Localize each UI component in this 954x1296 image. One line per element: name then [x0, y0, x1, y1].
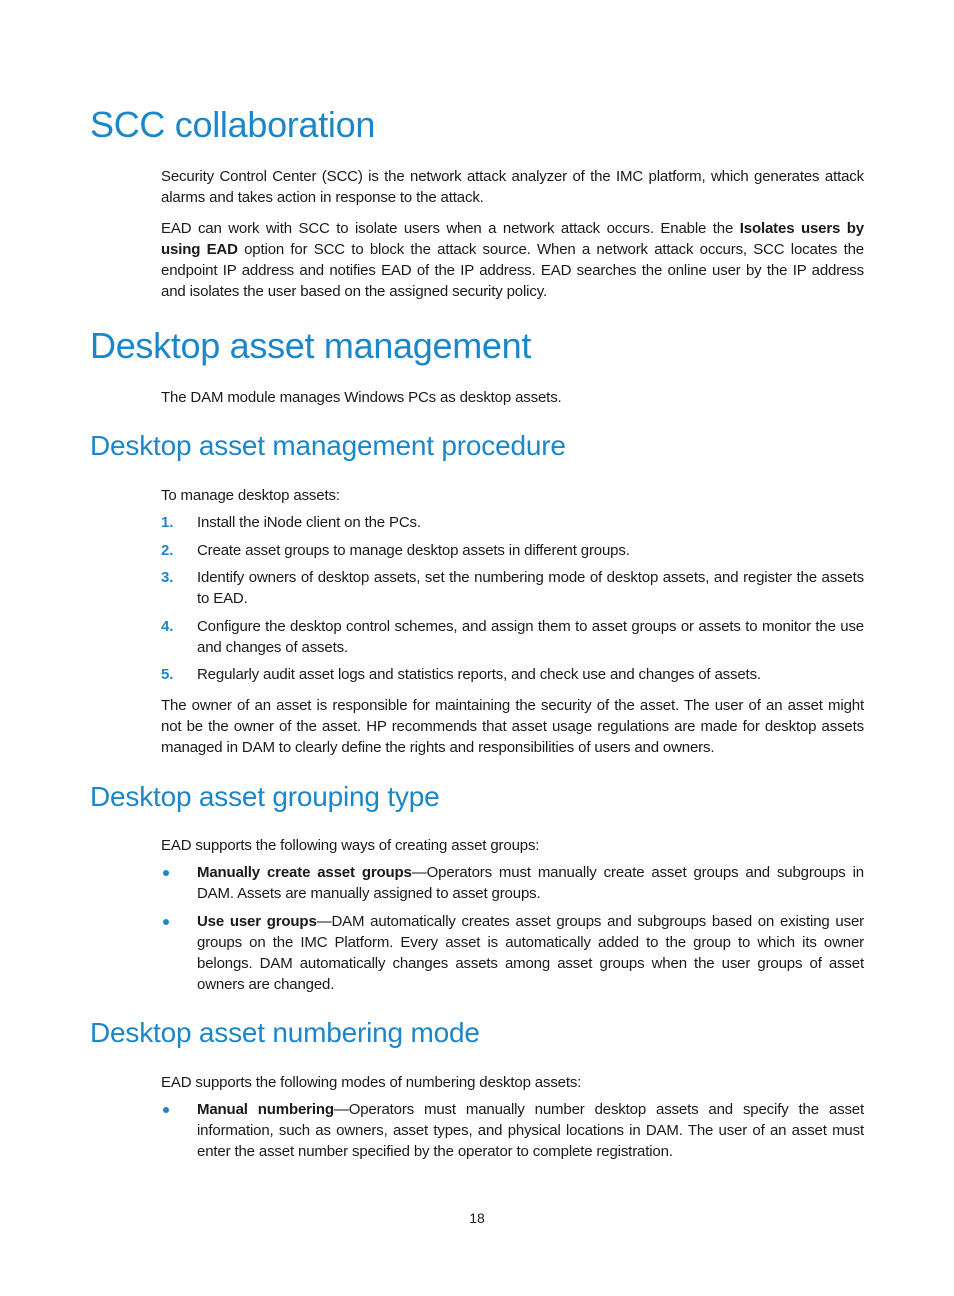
scc-paragraph-1: Security Control Center (SCC) is the network attack analyzer of the IMC platform, which generates attack alarms and takes action in response to the attack.	[161, 168, 864, 206]
numbering-intro: EAD supports the following modes of numbering desktop assets:	[161, 1074, 582, 1091]
scc-p2-text-before: EAD can work with SCC to isolate users when a network attack occurs. Enable the	[161, 220, 740, 237]
step-number: 5.	[161, 666, 174, 683]
bullet-term: Manual numbering	[197, 1101, 334, 1118]
bullet-text: —Operators must manually number desktop assets and specify the asset information, such as owners, asset types, and physical locations in DAM. The user of an asset must enter the asset number specified by the operator to complete registration.	[197, 1101, 864, 1160]
bullet-icon	[163, 1107, 169, 1113]
grouping-intro: EAD supports the following ways of creating asset groups:	[161, 837, 540, 854]
bullet-text: —Operators must manually create asset groups and subgroups in DAM. Assets are manually assigned to asset groups.	[197, 864, 864, 902]
bullet-text: —DAM automatically creates asset groups and subgroups based on existing user groups on the IMC Platform. Every asset is automatically added to the group to which its owner belongs. DAM automatically changes assets among asset groups when the user groups of asset owners are changed.	[197, 913, 864, 993]
procedure-intro: To manage desktop assets:	[161, 487, 340, 504]
step-number: 2.	[161, 542, 174, 559]
scc-p2-text-after: option for SCC to block the attack source. When a network attack occurs, SCC locates the endpoint IP address and notifies EAD of the IP address. EAD searches the online user by the IP address and isolates the user based on the assigned security policy.	[161, 241, 864, 300]
heading-procedure: Desktop asset management procedure	[90, 430, 566, 461]
heading-numbering-mode: Desktop asset numbering mode	[90, 1017, 480, 1048]
bullet-term: Use user groups	[197, 913, 317, 930]
step-text: Regularly audit asset logs and statistics reports, and check use and changes of assets.	[197, 666, 761, 683]
list-item	[161, 540, 864, 561]
step-number: 3.	[161, 569, 174, 586]
list-item	[161, 567, 864, 609]
step-text: Configure the desktop control schemes, and assign them to asset groups or assets to monitor the use and changes of assets.	[197, 618, 864, 656]
step-text: Install the iNode client on the PCs.	[197, 514, 421, 531]
bullet-icon	[163, 870, 169, 876]
list-item	[161, 512, 864, 533]
scc-paragraph-2	[161, 218, 864, 302]
list-item	[161, 862, 864, 904]
heading-grouping-type: Desktop asset grouping type	[90, 781, 440, 812]
step-text: Identify owners of desktop assets, set the numbering mode of desktop assets, and register the assets to EAD.	[197, 569, 864, 607]
step-number: 4.	[161, 618, 174, 635]
bullet-icon	[163, 919, 169, 925]
procedure-closing: The owner of an asset is responsible for maintaining the security of the asset. The user of an asset might not be the owner of the asset. HP recommends that asset usage regulations are made for desktop assets managed in DAM to clearly define the rights and responsibilities of users and owners.	[161, 697, 864, 756]
heading-desktop-asset-management: Desktop asset management	[90, 325, 532, 366]
list-item	[161, 1099, 864, 1162]
heading-scc-collaboration: SCC collaboration	[90, 104, 376, 145]
dam-intro: The DAM module manages Windows PCs as desktop assets.	[161, 389, 562, 406]
page-number: 18	[469, 1210, 485, 1226]
scc-p2-option-name: Isolates users by using EAD	[161, 220, 864, 258]
bullet-term: Manually create asset groups	[197, 864, 412, 881]
list-item	[161, 616, 864, 658]
list-item	[161, 664, 864, 685]
list-item	[161, 911, 864, 995]
step-text: Create asset groups to manage desktop assets in different groups.	[197, 542, 630, 559]
step-number: 1.	[161, 514, 174, 531]
